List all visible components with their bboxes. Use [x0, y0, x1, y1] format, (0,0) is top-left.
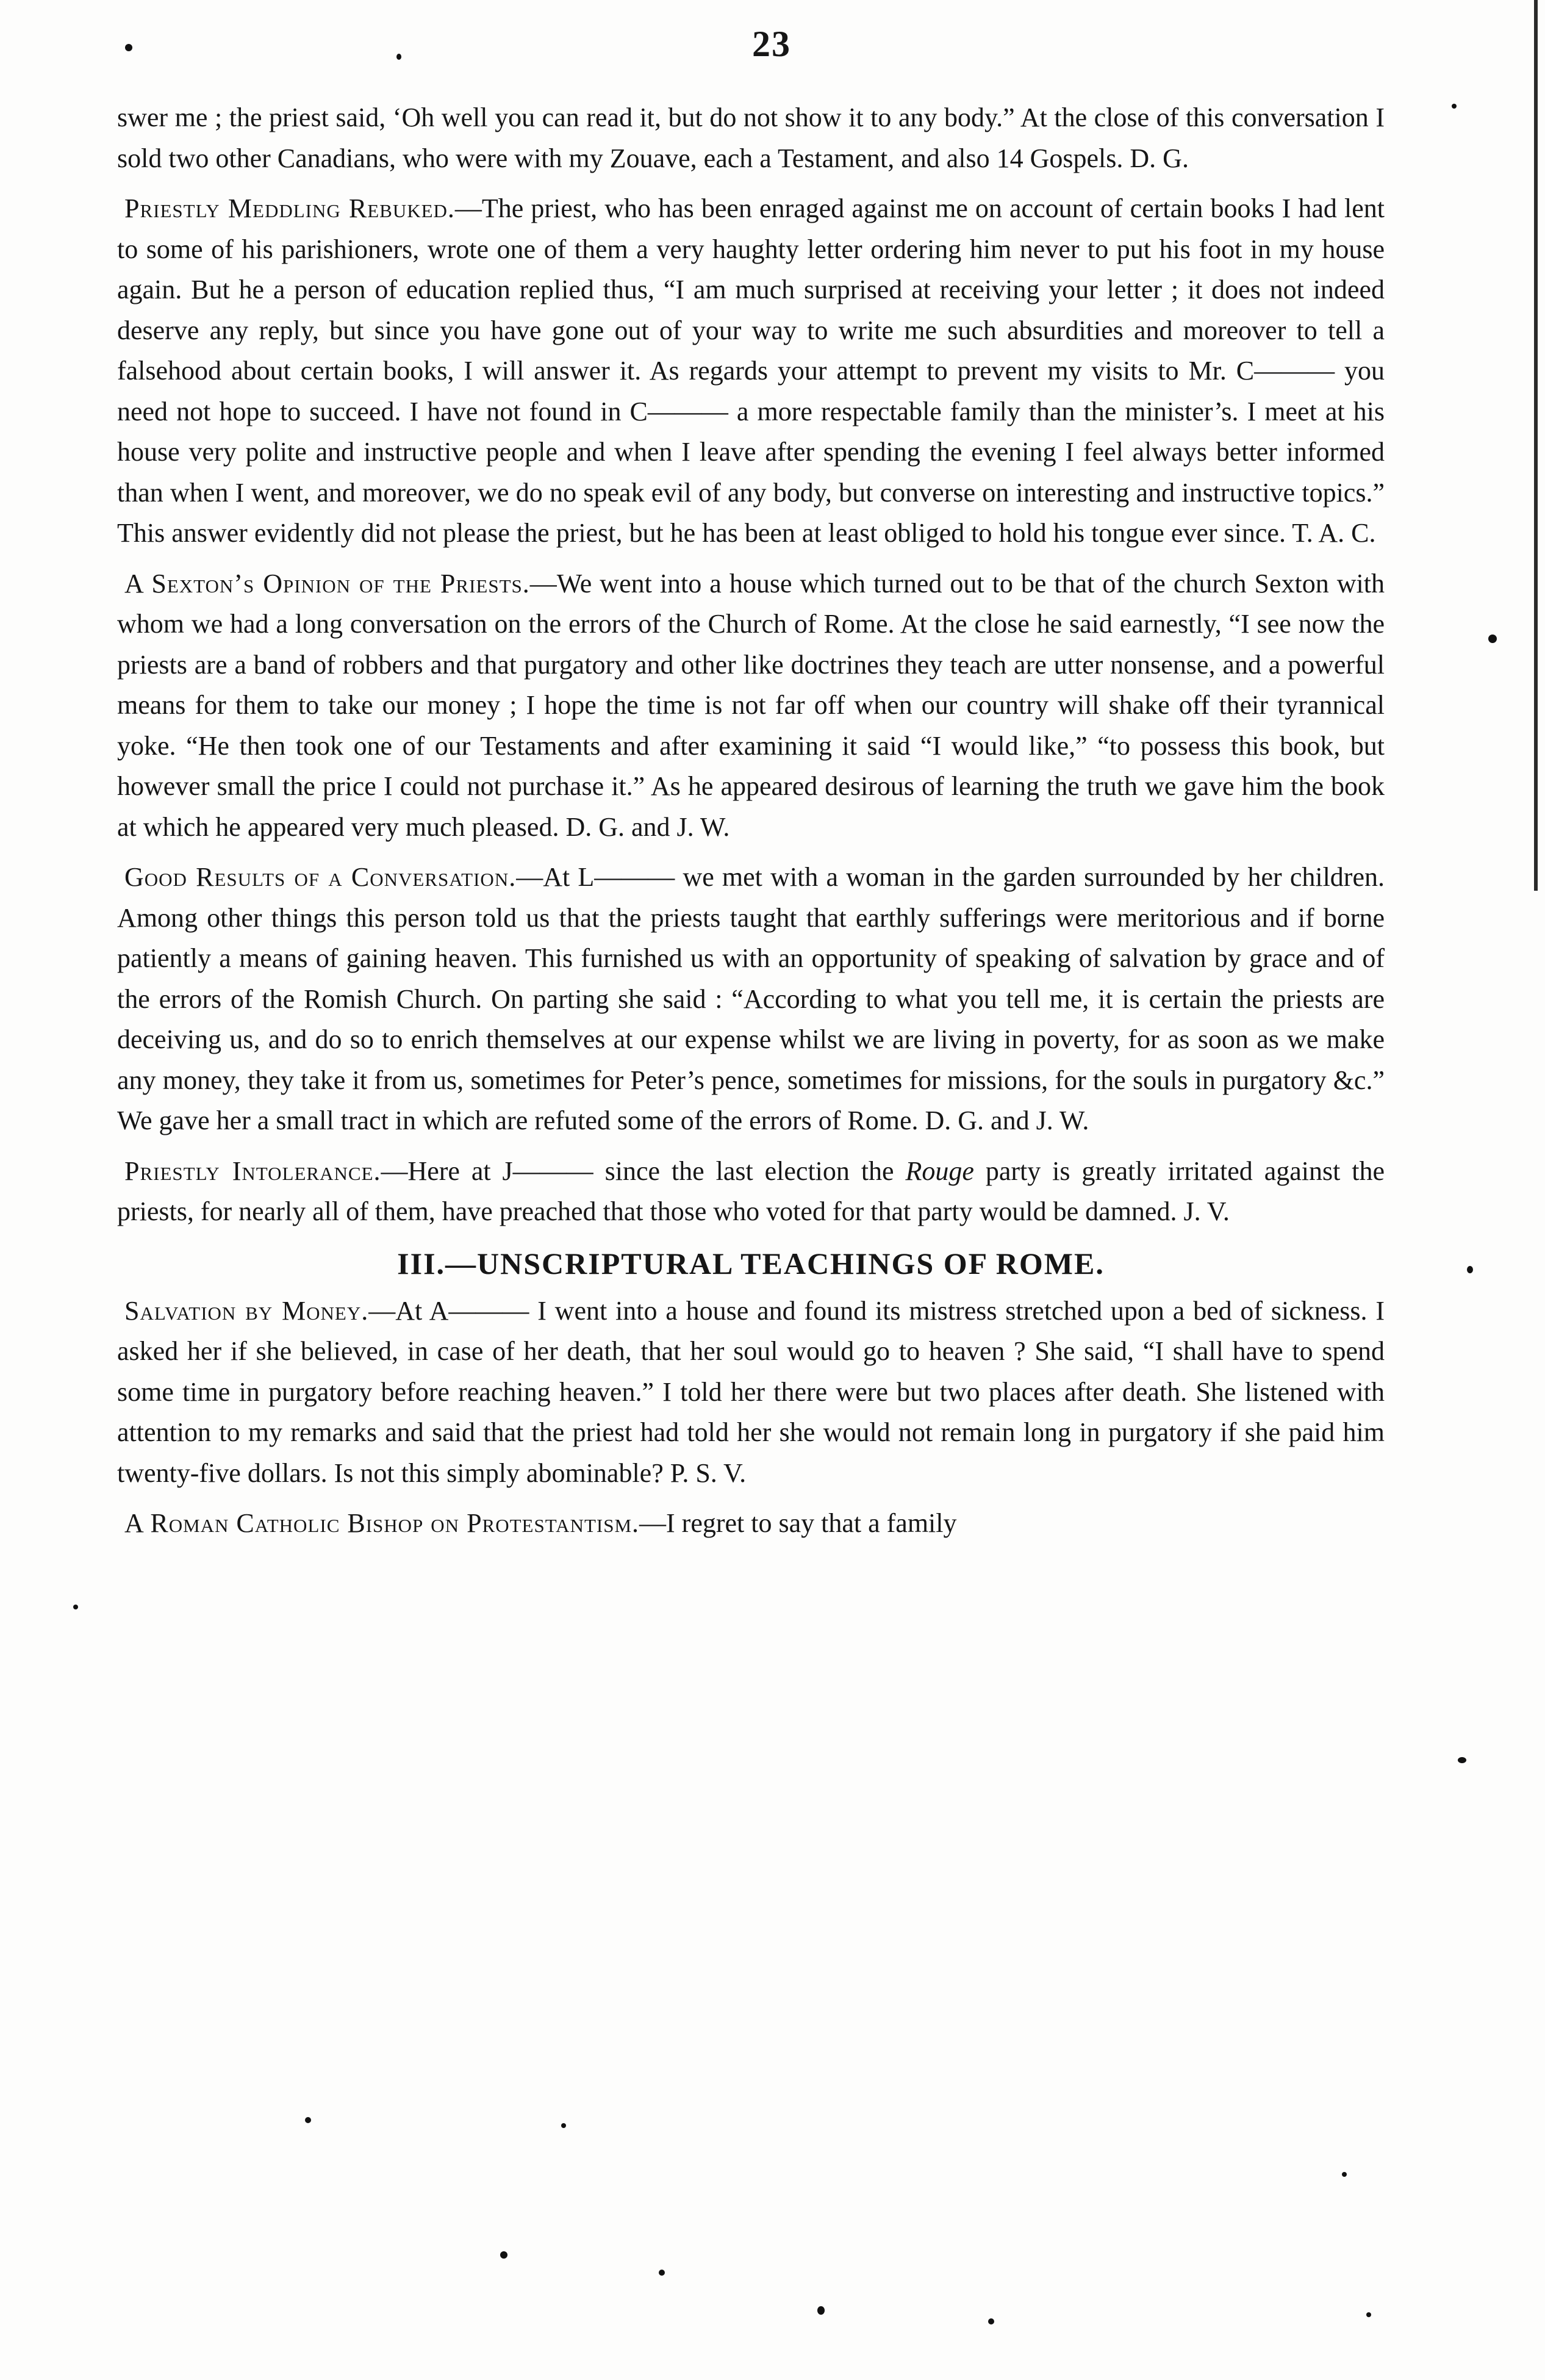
paragraph-signature: T. A. C. — [1292, 518, 1376, 548]
section-title: III.—UNSCRIPTURAL TEACHINGS OF ROME. — [397, 1246, 1105, 1281]
paragraph-heading: Salvation by Money. — [124, 1295, 369, 1326]
paragraph-italic-word: Rouge — [905, 1156, 974, 1186]
paragraph-heading: Priestly Meddling Rebuked. — [124, 193, 455, 223]
paragraph-heading: Priestly Intolerance. — [124, 1156, 381, 1186]
paragraph-bishop-on-protestantism — [117, 1503, 1385, 1544]
text-column — [117, 98, 1385, 1554]
paragraph-body: —We went into a house which turned out to be that of the church Sexton with whom we had a long conversation on the errors of the Church of Rome. At the close he said earnestly, “I see now the priests are a band of robbers and that purgatory and other like doctrines they teach are utter nonsense, and a powerful means for them to take our money ; I hope the time is not far off when our country will shake off their tyrannical yoke. “He then took one of our Testaments and after examining it said “I would like,” “to possess this book, but however small the price I could not purchase it.” As he appeared desirous of learning the truth we gave him the book at which he appeared very much pleased. — [117, 568, 1385, 842]
paragraph-signature: P. S. V. — [670, 1458, 747, 1488]
paragraph-signature: J. V. — [1183, 1196, 1230, 1226]
paragraph-body: party is greatly irritated against the priests, for nearly all of them, have preached that those who voted for that party would be damned. — [117, 1156, 1385, 1226]
paragraph-continuation — [117, 98, 1385, 179]
paragraph-body: —Here at J——— since the last election the — [381, 1156, 906, 1186]
paragraph-priestly-meddling — [117, 189, 1385, 554]
paragraph-signature: D. G. and J. W. — [565, 811, 730, 842]
paragraph-salvation-by-money — [117, 1291, 1385, 1494]
paragraph-heading: A Roman Catholic Bishop on Protestantism. — [124, 1508, 640, 1538]
paragraph-body: —At A——— I went into a house and found its mistress stretched upon a bed of sickness. I asked her if she believed, in case of her death, that her soul would go to heaven ? She said, “I shall have to spend some time in purgatory before reaching heaven.” I told her there were but two places after death. She listened with attention to my remarks and said that the priest had told her she would not remain long in purgatory if she paid him twenty-five dollars. Is not this simply abominable? — [117, 1295, 1385, 1488]
page-number: 23 — [752, 24, 791, 64]
paragraph-body: —I regret to say that a family — [639, 1508, 957, 1538]
paragraph-priestly-intolerance — [117, 1151, 1385, 1232]
paragraph-heading: A Sexton’s Opinion of the Priests. — [124, 568, 530, 599]
paragraph-body: —At L——— we met with a woman in the garden surrounded by her children. Among other things this person told us that the priests taught that earthly sufferings were meritorious and if borne patiently a means of gaining heaven. This furnished us with an opportunity of speaking of salvation by grace and of the errors of the Romish Church. On parting she said : “According to what you tell me, it is certain the priests are deceiving us, and do so to enrich themselves at our expense whilst we are living in poverty, for as soon as we make any money, they take it from us, sometimes for Peter’s pence, sometimes for missions, for the souls in purgatory &c.” We gave her a small tract in which are refuted some of the errors of Rome. — [117, 862, 1385, 1135]
paragraph-sexton-opinion — [117, 564, 1385, 848]
paragraph-body: —The priest, who has been enraged against me on account of certain books I had lent to some of his parishioners, wrote one of them a very haughty letter ordering him never to put his foot in my house again. But he a person of education replied thus, “I am much surprised at receiving your letter ; it does not indeed deserve any reply, but since you have gone out of your way to write me such absurdities and moreover to tell a falsehood about certain books, I will answer it. As regards your attempt to prevent my visits to Mr. C——— you need not hope to succeed. I have not found in C——— a more respectable family than the minister’s. I meet at his house very polite and instructive people and when I leave after spending the evening I feel always better informed than when I went, and moreover, we do no speak evil of any body, but converse on interesting and instructive topics.” This answer evidently did not please the priest, but he has been at least obliged to hold his tongue ever since. — [117, 193, 1385, 548]
margin-rule — [1534, 0, 1538, 891]
paragraph-signature: D. G. and J. W. — [925, 1106, 1089, 1135]
paragraph-good-results — [117, 857, 1385, 1141]
paragraph-body: swer me ; the priest said, ‘Oh well you can read it, but do not show it to any body.” At the close of this conversation I sold two other Canadians, who were with my Zouave, each a Testament, and also 14 Gospels. — [117, 102, 1385, 173]
paragraph-signature: D. G. — [1130, 143, 1189, 173]
paragraph-heading: Good Results of a Conversation. — [124, 862, 517, 892]
